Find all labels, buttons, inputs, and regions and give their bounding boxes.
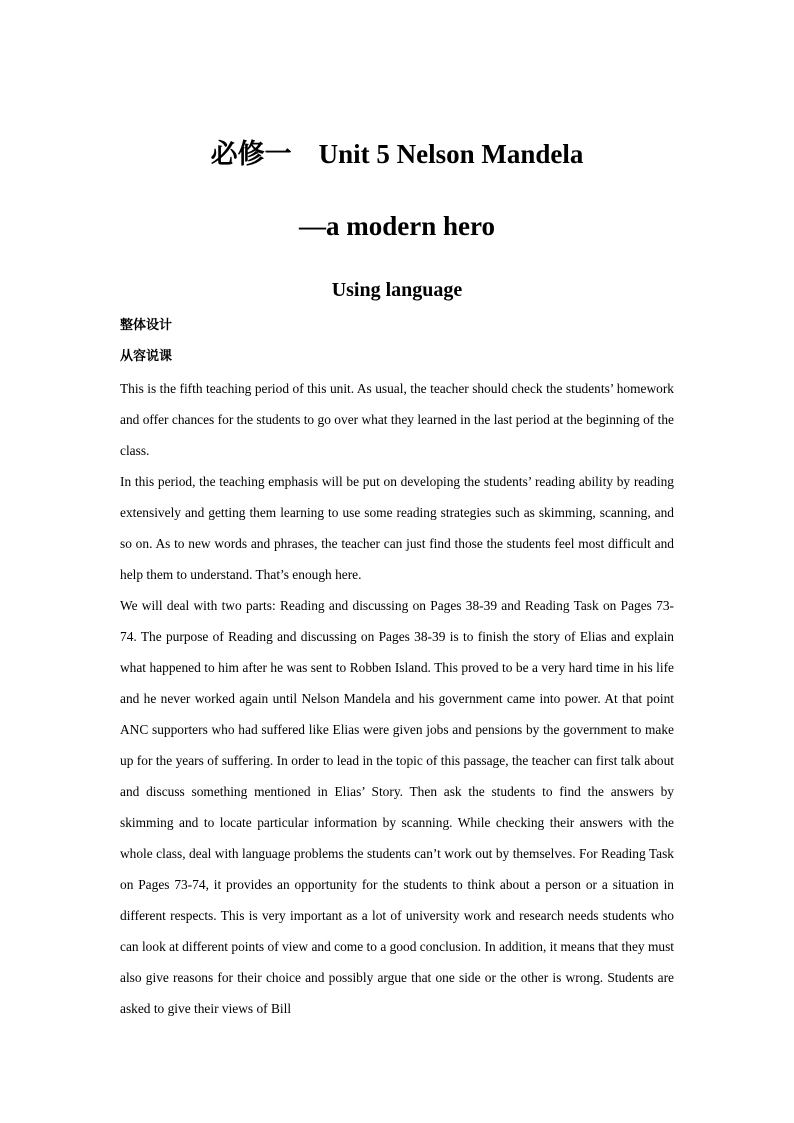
body-text <box>120 373 674 1024</box>
paragraph: We will deal with two parts: Reading and discussing on Pages 38-39 and Reading Task on Pages 73-74. The purpose of Reading and discussing on Pages 38-39 is to finish the story of Elias and explain what happened to him after he was sent to Robben Island. This proved to be a very hard time in his life and he never worked again until Nelson Mandela and his government came into power. At that point ANC supporters who had suffered like Elias were given jobs and pensions by the government to make up for the years of suffering. In order to lead in the topic of this passage, the teacher can first talk about and discuss something mentioned in Elias’ Story. Then ask the students to find the answers by skimming and to locate particular information by scanning. While checking their answers with the whole class, deal with language problems the students can’t work out by themselves. For Reading Task on Pages 73-74, it provides an opportunity for the students to think about a person or a situation in different respects. This is very important as a lot of university work and research needs students who can look at different points of view and come to a good conclusion. In addition, it means that they must also give reasons for their choice and possibly argue that one side or the other is wrong. Students are asked to give their views of Bill <box>120 598 674 1016</box>
paragraph: This is the fifth teaching period of this unit. As usual, the teacher should check the students’ homework and offer chances for the students to go over what they learned in the last period at the beginning of the class. <box>120 381 674 458</box>
subsection-heading: 从容说课 <box>120 349 173 364</box>
document-title-continuation: —a modern hero <box>299 211 495 241</box>
document-subtitle: Using language <box>331 279 463 301</box>
section-heading: 整体设计 <box>120 318 173 333</box>
document-title: 必修一 Unit 5 Nelson Mandela <box>210 139 584 169</box>
paragraph: In this period, the teaching emphasis will be put on developing the students’ reading ability by reading extensively and getting them learning to use some reading strategies such as skimming, scanning, and so on. As to new words and phrases, the teacher can just find those the students feel most difficult and help them to understand. That’s enough here. <box>120 474 674 582</box>
